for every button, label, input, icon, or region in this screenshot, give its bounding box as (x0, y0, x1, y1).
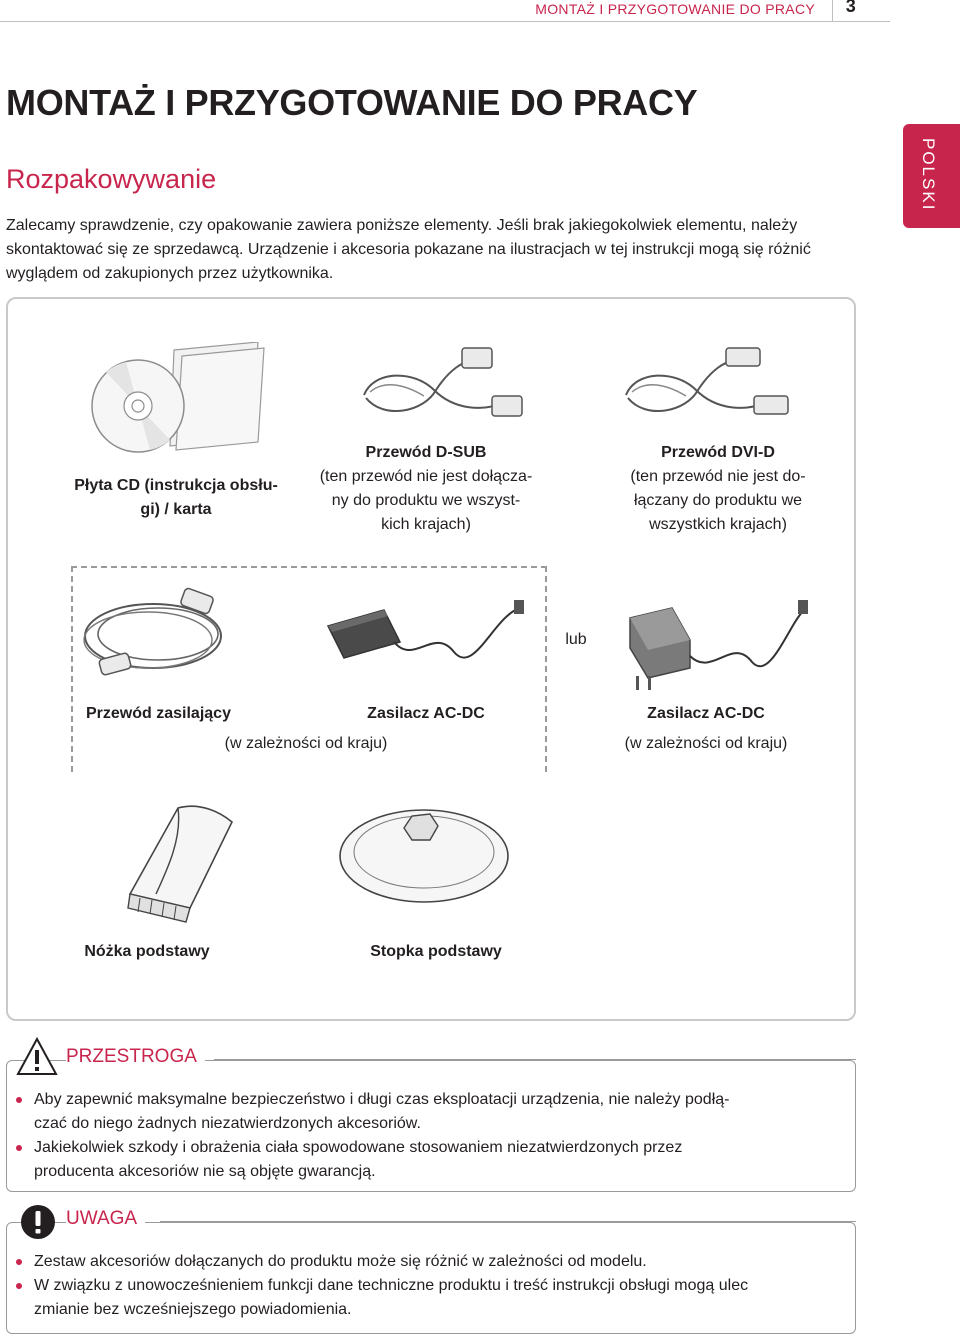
power-cord-label: Przewód zasilający (86, 705, 231, 722)
dsub-note-line3: kich krajach) (381, 516, 471, 533)
caution-list (16, 1088, 816, 1184)
adapter-label-1: Zasilacz AC-DC (367, 705, 485, 722)
dvi-label (598, 441, 838, 537)
note-list (16, 1250, 836, 1322)
dvi-note-line2: łączany do produktu we (633, 492, 803, 509)
note-rule (160, 1221, 856, 1222)
power-cord-illustration (78, 586, 238, 686)
section-title: Rozpakowywanie (6, 164, 217, 194)
note-item-line: W związku z unowocześnieniem funkcji dane techniczne produktu i treść instrukcji obsługi mogą ulec (34, 1277, 749, 1294)
ac-dc-adapter-illustration (324, 596, 544, 686)
dsub-note-line1: (ten przewód nie jest dołącza- (319, 468, 533, 485)
page-title: MONTAŻ I PRZYGOTOWANIE DO PRACY (6, 82, 698, 123)
dvi-name: Przewód DVI-D (661, 444, 775, 461)
caution-rule (214, 1059, 856, 1060)
cd-label-line2: gi) / karta (140, 501, 212, 518)
stand-body-label: Nóżka podstawy (84, 943, 210, 960)
cd-label-line1: Płyta CD (instrukcja obsłu- (74, 477, 278, 494)
or-label: lub (565, 631, 587, 648)
note-item-line: zmianie bez wcześniejszego powiadomienia. (34, 1301, 352, 1318)
dsub-name: Przewód D-SUB (365, 444, 487, 461)
warning-triangle-icon (16, 1036, 58, 1078)
running-title: MONTAŻ I PRZYGOTOWANIE DO PRACY (535, 1, 815, 17)
dvi-note-line3: wszystkich krajach) (649, 516, 787, 533)
caution-item-line: Jakiekolwiek szkody i obrażenia ciała spowodowane stosowaniem niezatwierdzonych przez (34, 1139, 683, 1156)
note-heading: UWAGA (66, 1208, 145, 1230)
note-item-line: Zestaw akcesoriów dołączanych do produktu może się różnić w zależności od modelu. (34, 1253, 647, 1270)
dsub-cable-illustration (354, 340, 534, 430)
note-item (16, 1274, 836, 1322)
header-divider (832, 0, 833, 22)
dsub-label (306, 441, 546, 537)
adapter-label-2: Zasilacz AC-DC (647, 705, 765, 722)
caution-item-line: Aby zapewnić maksymalne bezpieczeństwo i długi czas eksploatacji urządzenia, nie należy podłą- (34, 1091, 730, 1108)
exclamation-circle-icon (20, 1204, 56, 1240)
dvi-note-line1: (ten przewód nie jest do- (630, 468, 806, 485)
caution-item-line: producenta akcesoriów nie są objęte gwarancją. (34, 1163, 376, 1180)
caution-item (16, 1136, 816, 1184)
note-item (16, 1250, 836, 1274)
cd-card-illustration (86, 342, 266, 462)
ac-dc-wall-adapter-illustration (620, 596, 820, 696)
stand-base-illustration (334, 800, 514, 910)
running-header (0, 0, 960, 22)
header-rule (0, 21, 890, 22)
dvi-cable-illustration (616, 340, 796, 430)
caution-item (16, 1088, 816, 1136)
dsub-note-line2: ny do produktu we wszyst- (331, 492, 521, 509)
caution-item-line: czać do niego żadnych niezatwierdzonych akcesoriów. (34, 1115, 421, 1132)
adapter-note-1: (w zależności od kraju) (224, 735, 388, 752)
stand-body-illustration (120, 798, 250, 928)
page-number: 3 (845, 0, 856, 16)
language-tab (903, 124, 960, 228)
stand-base-label: Stopka podstawy (370, 943, 502, 960)
cd-label (56, 474, 296, 522)
adapter-note-2: (w zależności od kraju) (624, 735, 788, 752)
intro-paragraph: Zalecamy sprawdzenie, czy opakowanie zawiera poniższe elementy. Jeśli brak jakiegokolwiek elementu, należy skontaktować się ze sprzedawcą. Urządzenie i akcesoria pokazane na ilustracjach w tej instrukcji mogą się różnić wyglądem od zakupionych przez użytkownika. (6, 217, 811, 282)
caution-heading: PRZESTROGA (66, 1046, 205, 1068)
language-tab-label: POLSKI (919, 138, 938, 212)
